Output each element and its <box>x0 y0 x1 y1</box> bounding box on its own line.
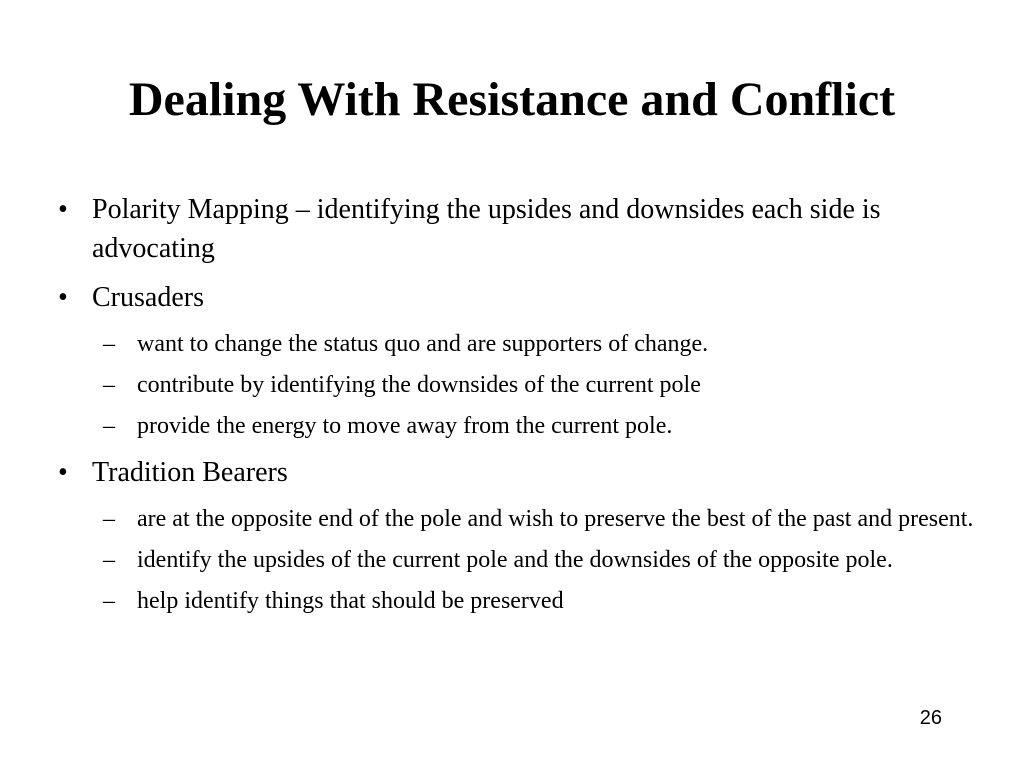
dash-marker: – <box>103 331 115 357</box>
sub-bullet-text: want to change the status quo and are supporters of change. <box>137 331 709 357</box>
slide-content <box>58 190 978 628</box>
sub-bullet <box>58 502 978 536</box>
bullet-text: Polarity Mapping – identifying the upsides and downsides each side is advocating <box>92 194 881 264</box>
dash-marker: – <box>103 372 115 398</box>
bullet-marker: • <box>58 282 68 313</box>
dash-marker: – <box>103 413 115 439</box>
sub-bullet-text: help identify things that should be preserved <box>137 588 564 614</box>
bullet-text: Crusaders <box>92 282 204 313</box>
bullet-crusaders <box>58 278 978 317</box>
dash-marker: – <box>103 547 115 573</box>
bullet-tradition-bearers <box>58 453 978 492</box>
bullet-text: Tradition Bearers <box>92 457 288 488</box>
sub-bullet-text: provide the energy to move away from the current pole. <box>137 413 673 439</box>
sub-bullet-text: contribute by identifying the downsides of the current pole <box>137 372 701 398</box>
slide-title: Dealing With Resistance and Conflict <box>128 73 896 126</box>
sub-bullet <box>58 327 978 361</box>
crusaders-sub-list <box>58 327 978 443</box>
dash-marker: – <box>103 588 115 614</box>
sub-bullet <box>58 584 978 618</box>
sub-bullet-text: are at the opposite end of the pole and wish to preserve the best of the past and present. <box>137 506 974 532</box>
bullet-polarity-mapping <box>58 190 978 268</box>
bullet-marker: • <box>58 457 68 488</box>
bullet-marker: • <box>58 194 68 225</box>
sub-bullet <box>58 368 978 402</box>
sub-bullet <box>58 543 978 577</box>
sub-bullet-text: identify the upsides of the current pole and the downsides of the opposite pole. <box>137 547 893 573</box>
page-number: 26 <box>919 707 942 729</box>
tradition-bearers-sub-list <box>58 502 978 618</box>
dash-marker: – <box>103 506 115 532</box>
sub-bullet <box>58 409 978 443</box>
